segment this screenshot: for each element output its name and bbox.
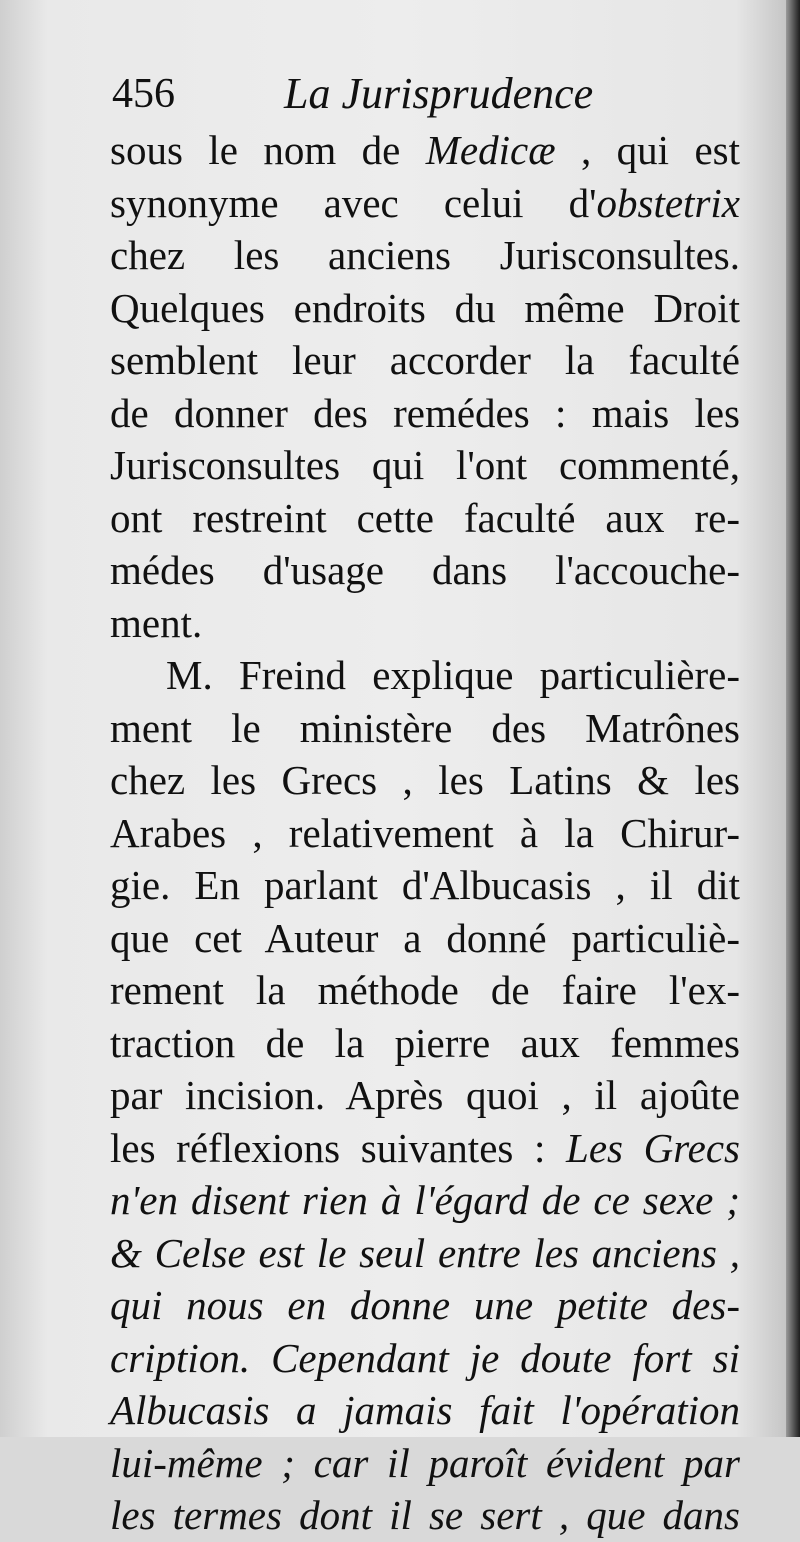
text-line	[110, 1017, 740, 1070]
text-run: de donner des remédes : mais les	[110, 389, 740, 436]
text-line	[110, 229, 740, 282]
text-run: par incision. Après quoi , il ajoûte	[110, 1072, 740, 1118]
text-line	[110, 124, 740, 177]
text-line	[110, 1384, 740, 1437]
text-run: Jurisconsultes qui l'ont commenté,	[110, 442, 740, 488]
text-run: Arabes , relativement à la Chirur-	[110, 809, 740, 856]
text-run: traction de la pierre aux femmes	[110, 1019, 740, 1066]
text-line	[110, 282, 740, 335]
text-line	[110, 177, 740, 230]
text-line	[110, 754, 740, 807]
italic-text-run: les termes dont il se sert , que dans	[110, 1492, 740, 1538]
text-run: semblent leur accorder la faculté	[110, 337, 740, 383]
page-header	[112, 68, 722, 124]
italic-text-run: cription. Cependant je doute fort si	[110, 1334, 740, 1381]
text-line	[110, 649, 740, 702]
body-text	[110, 124, 740, 1542]
text-run: chez les anciens Jurisconsultes.	[110, 232, 740, 278]
text-run: rement la méthode de faire l'ex-	[110, 967, 740, 1013]
text-line	[110, 334, 740, 387]
text-line	[110, 912, 740, 965]
italic-text-run: qui nous en donne une petite des-	[110, 1282, 740, 1328]
text-run: sous le nom de	[110, 127, 426, 173]
text-run: que cet Auteur a donné particuliè-	[110, 914, 740, 961]
text-line	[110, 387, 740, 440]
text-line	[110, 544, 740, 597]
text-line	[110, 1069, 740, 1122]
text-run: Quelques endroits du même Droit	[110, 284, 740, 331]
text-run: ont restreint cette faculté aux re-	[110, 494, 740, 541]
text-run: les réflexions suivantes :	[110, 1124, 567, 1171]
text-run: ment.	[110, 599, 203, 646]
text-line	[110, 859, 740, 912]
text-line	[110, 1174, 740, 1227]
italic-text-run: lui-même ; car il paroît évident par	[110, 1439, 740, 1486]
text-line	[110, 1279, 740, 1332]
page-edge-shadow	[786, 0, 800, 1437]
text-line	[110, 1437, 740, 1490]
italic-text-run: n'en disent rien à l'égard de ce sexe ;	[110, 1177, 740, 1223]
text-line	[110, 1122, 740, 1175]
text-line	[110, 702, 740, 755]
page-number: 456	[112, 71, 175, 117]
text-run: M. Freind explique particulière-	[166, 652, 740, 698]
text-line	[110, 807, 740, 860]
text-run: synonyme avec celui d'	[110, 179, 597, 226]
text-line	[110, 1227, 740, 1280]
running-title: La Jurisprudence	[284, 69, 594, 118]
text-line	[110, 492, 740, 545]
italic-text-run: & Celse est le seul entre les anciens ,	[110, 1229, 740, 1276]
text-run: gie. En parlant d'Albucasis , il dit	[110, 862, 740, 908]
text-line	[110, 439, 740, 492]
text-line	[110, 1332, 740, 1385]
text-line	[110, 597, 740, 650]
italic-text-run: Les Grecs	[566, 1124, 740, 1171]
text-line	[110, 1489, 740, 1542]
italic-text-run: Albucasis a jamais fait l'opération	[110, 1387, 740, 1433]
text-line	[110, 964, 740, 1017]
text-run: ment le ministère des Matrônes	[110, 704, 740, 751]
text-run: médes d'usage dans l'accouche-	[110, 547, 740, 593]
text-run: , qui est	[555, 127, 741, 173]
italic-text-run: Medicæ	[425, 127, 556, 173]
text-run: chez les Grecs , les Latins & les	[110, 757, 740, 803]
italic-text-run: obstetrix	[596, 179, 740, 226]
